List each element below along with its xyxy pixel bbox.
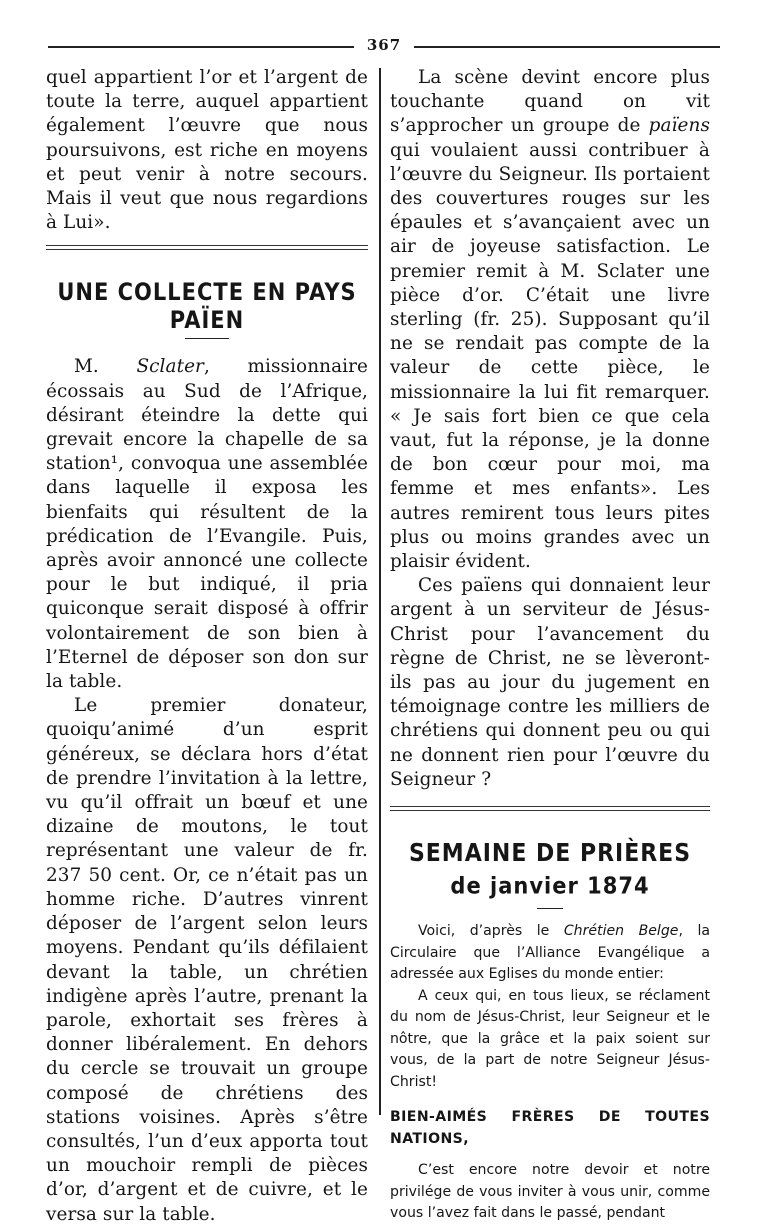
person-name: Sclater — [136, 356, 204, 378]
circular-body: C’est encore notre devoir et notre privilége de vous inviter à vous unir, comme vous l’avez fait dans le passé, pendant — [390, 1162, 710, 1222]
right-para1-a: La scène devint encore plus touchante quand on vit s’approcher un groupe de — [390, 67, 710, 137]
intro-b: , la Circulaire que l’Alliance Evangélique a adressée aux Eglises du monde entier: — [390, 923, 710, 983]
left-column — [46, 66, 368, 1227]
section-heading: SEMAINE DE PRIÈRES — [408, 839, 692, 868]
section-double-rule-right — [390, 806, 710, 811]
article-paragraph-1 — [46, 355, 368, 694]
right-column — [390, 66, 710, 1225]
column-divider — [379, 68, 381, 1115]
header-rule-right — [414, 46, 720, 48]
journal-title: Chrétien Belge — [563, 923, 679, 940]
continuation-paragraph: quel appartient l’or et l’argent de toute la terre, auquel appartient également l’œuvre que nous poursuivons, est riche en moyens et peut venir à notre secours. Mais il veut que nous regardions à Lui». — [46, 67, 368, 234]
article-paragraph-2: Le premier donateur, quoiqu’animé d’un esprit généreux, se déclara hors d’état de prendre l’invitation à la lettre, vu qu’il offrait un bœuf et une dizaine de moutons, le tout représentant une valeur de fr. 237 50 cent. Or, ce n’était pas un homme riche. D’autres vinrent déposer de l’argent selon leurs moyens. Pendant qu’ils défilaient devant la table, un chrétien indigène après l’autre, prenant la parole, exhortait ses frères à donner libéralement. En dehors du cercle se trouvait un groupe composé de chrétiens des stations voisines. Après s’être consultés, l’un d’eux apporta tout un mouchoir rempli de pièces d’or, d’argent et de cuivre, et le versa sur la table. — [46, 695, 368, 1225]
right-paragraph-1 — [390, 66, 710, 574]
section-subheading: de janvier 1874 — [450, 872, 650, 900]
section-double-rule — [46, 245, 368, 250]
heading-dash — [185, 338, 229, 339]
right-para1-b: qui voulaient aussi contribuer à l’œuvre du Seigneur. Ils portaient des couvertures rouges sur les épaules et s’avançaient avec un air de joyeuse satisfaction. Le premier remit à M. Sclater une pièce d’or. C’était une livre sterling (fr. 25). Supposant qu’il ne se rendait pas compte de la valeur de cette pièce, le missionnaire la lui fit remarquer. « Je sais fort bien ce que cela vaut, fut la réponse, je la donne de bon cœur pour moi, ma femme et mes enfants». Les autres remirent tous leurs pites plus ou moins grandes avec un plaisir évident. — [390, 139, 710, 573]
circular-intro — [390, 921, 710, 986]
article-continuation — [390, 66, 710, 792]
header-rule-left — [48, 46, 354, 48]
page-number: 367 — [366, 36, 402, 54]
para1-lead: M. — [74, 356, 137, 378]
emphasis-paiens: païens — [648, 115, 710, 137]
intro-a: Voici, d’après le — [418, 923, 564, 940]
circular-text — [390, 921, 710, 1225]
circular-salutation: BIEN-AIMÉS FRÈRES DE TOUTES NATIONS, — [390, 1109, 710, 1147]
para1-rest: , missionnaire écossais au Sud de l’Afrique, désirant éteindre la dette qui grevait encore la chapelle de sa station¹, convoqua une assemblée dans laquelle il exposa les bienfaits qui résultent de la prédication de l’Evangile. Puis, après avoir annoncé une collecte pour le but indiqué, il pria quiconque serait disposé à offrir volontairement de son bien à l’Eternel de déposer son don sur la table. — [46, 356, 369, 693]
circular-greeting: A ceux qui, en tous lieux, se réclament du nom de Jésus-Christ, leur Seigneur et le nôtre, que la grâce et la paix soient sur vous, de la part de notre Seigneur Jésus-Christ! — [390, 987, 710, 1090]
article-heading: UNE COLLECTE EN PAYS PAÏEN — [57, 278, 357, 335]
subheading-dash — [537, 908, 563, 909]
page-header — [48, 34, 720, 58]
right-paragraph-2: Ces païens qui donnaient leur argent à un serviteur de Jésus-Christ pour l’avancement du règne de Christ, ne se lèveront-ils pas au jour du jugement en témoignage contre les milliers de chrétiens qui donnent peu ou qui ne donnent rien pour l’œuvre du Seigneur ? — [390, 575, 710, 790]
